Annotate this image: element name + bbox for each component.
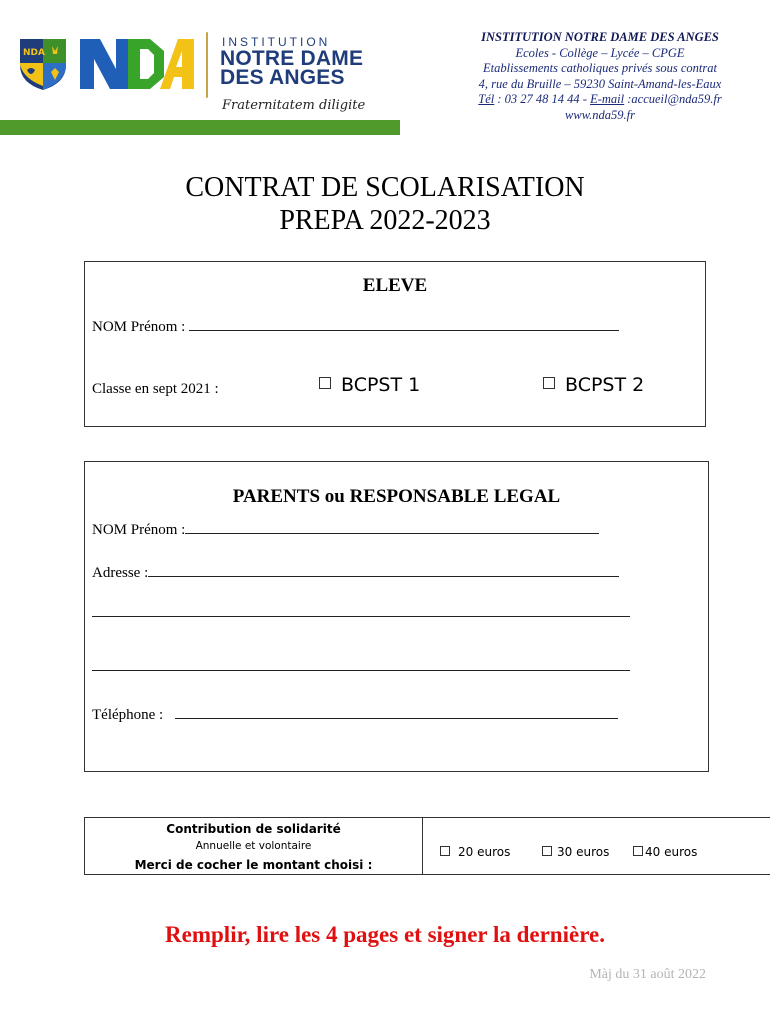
contribution-option-30-label: 30 euros [557, 845, 610, 859]
logo-divider [206, 32, 208, 98]
adresse-blank-3[interactable] [92, 669, 630, 671]
parents-adresse-line3[interactable] [92, 659, 630, 676]
option-bcpst2-label: BCPST 2 [565, 374, 645, 396]
document-title: CONTRAT DE SCOLARISATION [185, 172, 585, 203]
contact-phone-email [450, 92, 750, 108]
contact-address: 4, rue du Bruille – 59230 Saint-Amand-les-Eaux [478, 76, 722, 91]
eleve-classe-label: Classe en sept 2021 : [92, 381, 219, 397]
eleve-nom-blank[interactable] [189, 329, 619, 331]
contact-schools: Ecoles - Collège – Lycée – CPGE [515, 45, 685, 60]
contact-email-value[interactable]: :accueil@nda59.fr [624, 92, 722, 106]
header-green-bar [0, 120, 400, 135]
contact-email-label[interactable]: E-mail [590, 92, 625, 106]
checkbox-30-euros[interactable] [542, 846, 552, 856]
contact-block [450, 30, 750, 123]
eleve-nom-field[interactable] [92, 319, 619, 336]
logo-name-line1: NOTRE DAME [220, 47, 364, 70]
adresse-blank-2[interactable] [92, 615, 630, 617]
update-date: Màj du 31 août 2022 [589, 967, 706, 982]
contribution-subtitle: Annuelle et volontaire [195, 840, 312, 852]
contribution-instruction: Merci de cocher le montant choisi : [134, 858, 373, 872]
parents-telephone-label: Téléphone : [92, 707, 164, 723]
eleve-heading: ELEVE [362, 275, 428, 296]
contribution-description [85, 818, 423, 874]
nda-logo-text: NDA [138, 89, 141, 90]
parents-nom-field[interactable] [92, 522, 599, 539]
option-bcpst1-label: BCPST 1 [341, 374, 421, 396]
parents-adresse-label: Adresse : [92, 565, 149, 581]
contribution-table [84, 817, 770, 875]
document-subtitle: PREPA 2022-2023 [279, 205, 491, 236]
checkbox-40-euros[interactable] [633, 846, 643, 856]
contact-institution: INSTITUTION NOTRE DAME DES ANGES [481, 30, 719, 44]
school-crest-logo [18, 37, 68, 91]
contact-tel-label: Tél [478, 92, 495, 106]
contact-website[interactable]: www.nda59.fr [565, 107, 635, 122]
eleve-nom-label: NOM Prénom : [92, 319, 190, 335]
parents-nom-blank[interactable] [185, 532, 599, 534]
logo-institution-label: INSTITUTION [222, 35, 331, 49]
logo-institution-name [220, 49, 363, 87]
option-bcpst1[interactable] [319, 374, 420, 396]
checkbox-20-euros[interactable] [440, 846, 450, 856]
parents-telephone-field[interactable] [92, 707, 618, 724]
contribution-option-40[interactable] [633, 845, 697, 859]
parents-nom-label: NOM Prénom : [92, 522, 186, 538]
nda-logo-mark [78, 33, 198, 91]
contribution-option-20-label: 20 euros [458, 845, 511, 859]
option-bcpst2[interactable] [543, 374, 644, 396]
logo-motto: Fraternitatem diligite [222, 98, 366, 113]
parents-adresse-line2[interactable] [92, 605, 630, 622]
crest-text: NDA [23, 48, 45, 58]
parents-heading: PARENTS ou RESPONSABLE LEGAL [232, 486, 561, 507]
contribution-option-30[interactable] [542, 845, 609, 859]
parents-section [84, 461, 709, 772]
checkbox-bcpst1[interactable] [319, 377, 331, 389]
contact-type: Etablissements catholiques privés sous contrat [482, 61, 717, 75]
eleve-section [84, 261, 706, 427]
contribution-option-40-label: 40 euros [645, 845, 698, 859]
contact-tel-value: : 03 27 48 14 44 - [494, 92, 591, 106]
parents-telephone-blank[interactable] [175, 717, 618, 719]
parents-adresse-field[interactable] [92, 565, 619, 582]
parents-adresse-blank[interactable] [148, 575, 619, 577]
contribution-title: Contribution de solidarité [166, 822, 341, 836]
logo-name-line2: DES ANGES [220, 66, 345, 89]
fill-instruction: Remplir, lire les 4 pages et signer la dernière. [165, 922, 605, 947]
checkbox-bcpst2[interactable] [543, 377, 555, 389]
contribution-option-20[interactable] [440, 845, 510, 859]
